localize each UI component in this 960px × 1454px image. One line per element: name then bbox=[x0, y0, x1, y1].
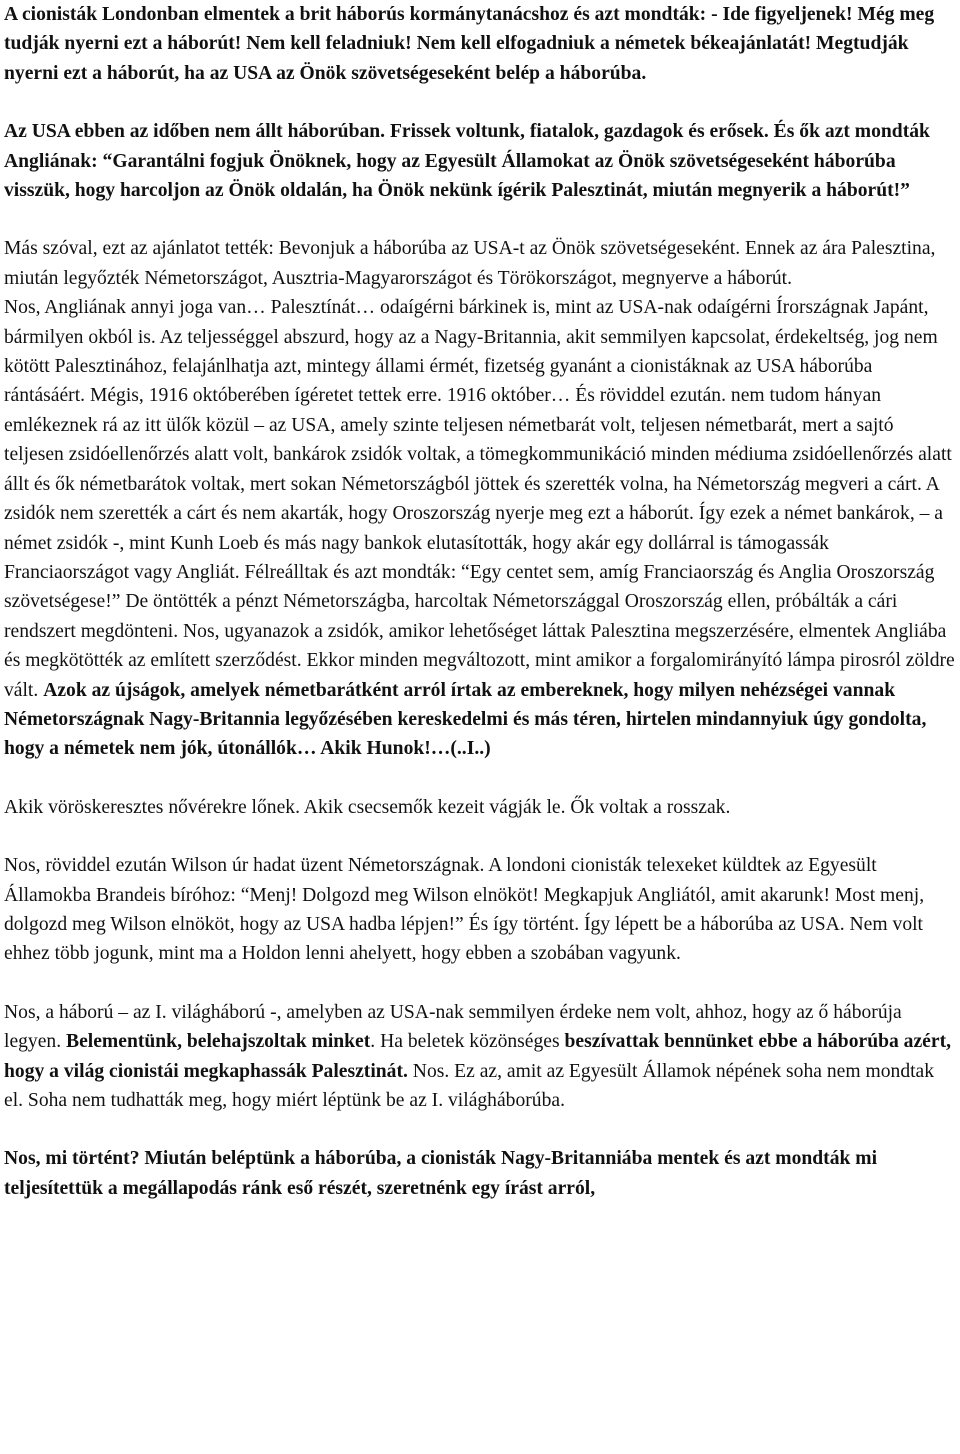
text-segment: beszívattak bennünket ebbe a háborúba azért, hogy a világ cionistái megkaphassák Palesztinát. bbox=[4, 1031, 951, 1082]
text-segment: Nos, röviddel ezután Wilson úr hadat üzent Németországnak. A londoni cionisták telexeket küldtek az Egyesült Államokba Brandeis bíróhoz: “Menj! Dolgozd meg Wilson elnököt! Megkapjuk Angliától, amit akarunk! Most menj, dolgozd meg Wilson elnököt, hogy az USA hadba lépjen!” És így történt. Így lépett be a háborúba az USA. Nem volt ehhez több jogunk, mint ma a Holdon lenni ahelyett, hogy ebben a szobában vagyunk. bbox=[4, 855, 925, 965]
paragraph-p2 bbox=[4, 117, 956, 205]
text-segment: Akik vöröskeresztes nővérekre lőnek. Akik csecsemők kezeit vágják le. Ők voltak a rosszak. bbox=[4, 796, 731, 818]
text-segment: Azok az újságok, amelyek németbarátként arról írtak az embereknek, hogy milyen nehézségei vannak Németországnak Nagy-Britannia legyőzésében kereskedelmi és más téren, hirtelen mindannyiuk úgy gondolta, hogy a németek nem jók, útonállók… Akik Hunok!…(..I..) bbox=[4, 679, 927, 760]
text-segment: Nos, Angliának annyi joga van… Palesztínát… odaígérni bárkinek is, mint az USA-nak odaígérni Írországnak Japánt, bármilyen okból is. Az teljességgel abszurd, hogy az a Nagy-Britannia, akit semmilyen kapcsolat, érdekeltség, jog nem kötött Palesztinához, felajánlhatja azt, mintegy állami érmét, fizetség gyanánt a cionistáknak az USA háborúba rántásáért. Mégis, 1916 októberében ígéretet tettek erre. 1916 október… És röviddel ezután. nem tudom hányan emlékeznek rá az itt ülők közül – az USA, amely szinte teljesen németbarát volt, teljesen németbarát, mert a sajtó teljesen zsidóellenőrzés alatt volt, bankárok zsidók voltak, a tömegkommunikáció minden médiuma zsidóellenőrzés alatt állt és ők németbarátok voltak, mert sokan Németországból jöttek és szerették volna, ha Németország megveri a cárt. A zsidók nem szerették a cárt és nem akarták, hogy Oroszország nyerje meg ezt a háborút. Így ezek a német bankárok, – a német zsidók -, mint Kunh Loeb és más nagy bankok elutasították, hogy akár egy dollárral is támogassák Franciaországot vagy Angliát. Félreálltak és azt mondták: “Egy centet sem, amíg Franciaország és Anglia Oroszország szövetségese!” De öntötték a pénzt Németországba, harcoltak Németországgal Oroszország ellen, próbálták a cári rendszert megdönteni. Nos, ugyanazok a zsidók, amikor lehetőséget láttak Palesztina megszerzésére, elmentek Angliába és megkötötték az említett szerződést. Ekkor minden megváltozott, mint amikor a forgalomirányító lámpa pirosról zöldre vált. bbox=[4, 297, 955, 701]
text-segment: Belementünk, belehajszoltak minket bbox=[66, 1031, 371, 1053]
text-segment: Az USA ebben az időben nem állt háborúban. Frissek voltunk, fiatalok, gazdagok és erősek. És ők azt mondták Angliának: “Garantálni fogjuk Önöknek, hogy az Egyesült Államokat az Önök szövetségeseként háborúba visszük, hogy harcoljon az Önök oldalán, ha Önök nekünk ígérik Palesztinát, miután megnyerik a háborút!” bbox=[4, 121, 930, 202]
text-segment: Nos. Ez az, amit az Egyesült Államok népének soha nem mondtak el. Soha nem tudhatták meg, hogy miért léptünk be az I. világháborúba. bbox=[4, 1060, 935, 1111]
paragraph-p6 bbox=[4, 851, 956, 969]
paragraph-p5 bbox=[4, 793, 956, 822]
paragraph-p1 bbox=[4, 0, 956, 88]
text-segment: . Ha beletek közönséges bbox=[370, 1031, 565, 1053]
text-segment: Nos, a háború – az I. világháború -, amelyben az USA-nak semmilyen érdeke nem volt, ahhoz, hogy az ő háborúja legyen. bbox=[4, 1001, 902, 1053]
text-segment: A cionisták Londonban elmentek a brit háborús kormánytanácshoz és azt mondták: - Ide figyeljenek! Még meg tudják nyerni ezt a háborút! Nem kell feladniuk! Nem kell elfogadniuk a németek békeajánlatát! Megtudják nyerni ezt a háborút, ha az USA az Önök szövetségeseként belép a háborúba. bbox=[4, 4, 935, 84]
paragraph-p4 bbox=[4, 293, 956, 764]
text-segment: Nos, mi történt? Miután beléptünk a háborúba, a cionisták Nagy-Britanniába mentek és azt mondták mi teljesítettük a megállapodás ránk eső részét, szeretnénk egy írást arról, bbox=[4, 1148, 878, 1199]
paragraph-p3 bbox=[4, 234, 956, 293]
text-segment: Más szóval, ezt az ajánlatot tették: Bevonjuk a háborúba az USA-t az Önök szövetségeseként. Ennek az ára Palesztina, miután legyőzték Németországot, Ausztria-Magyarországot és Törökországot, megnyerve a háborút. bbox=[4, 238, 936, 289]
paragraph-p7 bbox=[4, 998, 956, 1116]
paragraph-p8 bbox=[4, 1144, 956, 1203]
